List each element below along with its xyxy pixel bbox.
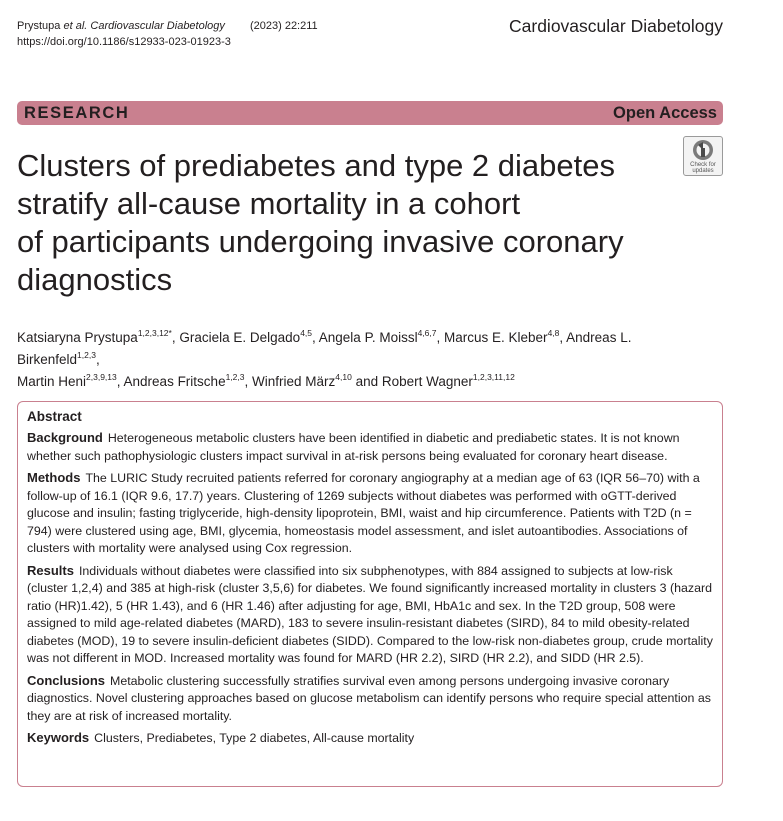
results-text: Individuals without diabetes were classified into six subphenotypes, with 884 assigned to subjects at low-risk (cluster 1,2,4) and 385 at high-risk (cluster 3,5,6) for diabetes. We found significantly increased mortality in clusters 3 (hazard ratio (HR)1.42), 5 (HR 1.43), and 6 (HR 1.46) after adjusting for age, BMI, HbA1c and sex. In the T2D group, 508 were assigned to mild age-related diabetes (MARD), 183 to severe insulin-resistant diabetes (SIRD), 84 to mild obesity-related diabetes (MOD), 19 to severe insulin-deficient diabetes (SIDD). Compared to the low-risk non-diabetes group, crude mortality was not different in MOD. Increased mortality was found for MARD (HR 2.2), SIRD (HR 2.2), and SIDD (HR 2.5). bbox=[27, 563, 713, 665]
author[interactable]: Winfried März$^{4,10}$ bbox=[252, 372, 352, 389]
keywords-label: Keywords bbox=[27, 730, 90, 745]
author[interactable]: Robert Wagner$^{1,2,3,11,12}$ bbox=[381, 372, 515, 389]
title-line: Clusters of prediabetes and type 2 diabetes bbox=[17, 148, 615, 183]
author[interactable]: Andreas L. Birkenfeld$^{1,2,3}$ bbox=[17, 330, 632, 367]
title-line: diagnostics bbox=[17, 262, 173, 297]
check-for-updates-button[interactable] bbox=[683, 136, 723, 176]
check-updates-icon bbox=[692, 139, 714, 161]
open-access-label: Open Access bbox=[613, 103, 717, 122]
abstract-background bbox=[27, 429, 713, 465]
author-list: Katsiaryna Prystupa$^{1,2,3,12*}$, Graciela E. Delgado$^{4,5}$, Angela P. Moissl$^{4,6,7}$, Marcus E. Kleber$^{4,8}$, Andreas L. Birkenfeld$^{1,2,3}$, Martin Heni$^{2,3,9,13}$, Andreas Fritsche$^{1,2,3}$, Winfried März$^{4,10}$ and Robert Wagner$^{1,2,3,11,12}$ bbox=[17, 328, 632, 389]
journal-name: Cardiovascular Diabetology bbox=[509, 16, 723, 36]
keywords-text: Clusters, Prediabetes, Type 2 diabetes, All-cause mortality bbox=[94, 731, 415, 745]
abstract-heading: Abstract bbox=[27, 409, 82, 424]
abstract-results bbox=[27, 562, 713, 668]
conclusions-text: Metabolic clustering successfully stratifies survival even among persons undergoing invasive coronary diagnostics. Novel clustering approaches based on glucose metabolism can identify persons who require special attention as they are at risk of increased mortality. bbox=[27, 673, 711, 723]
background-label: Background bbox=[27, 430, 103, 445]
author[interactable]: Martin Heni$^{2,3,9,13}$ bbox=[17, 372, 117, 389]
abstract-keywords bbox=[27, 729, 713, 748]
abstract-methods bbox=[27, 469, 713, 558]
check-updates-text: Check for updates bbox=[690, 162, 716, 174]
running-header bbox=[17, 18, 318, 50]
abstract-box bbox=[17, 401, 723, 787]
header-year-volume: (2023) 22:211 bbox=[249, 20, 318, 32]
section-banner bbox=[17, 101, 723, 125]
author[interactable]: Graciela E. Delgado$^{4,5}$ bbox=[179, 328, 313, 345]
methods-label: Methods bbox=[27, 470, 81, 485]
title-line: stratify all-cause mortality in a cohort bbox=[17, 186, 521, 221]
conclusions-label: Conclusions bbox=[27, 672, 106, 688]
header-journal-citation: et al. Cardiovascular Diabetology bbox=[63, 20, 225, 32]
doi-link[interactable]: https://doi.org/10.1186/s12933-023-01923-3 bbox=[17, 36, 231, 48]
header-author: Prystupa bbox=[17, 20, 61, 32]
author[interactable]: Angela P. Moissl$^{4,6,7}$ bbox=[318, 328, 437, 345]
author[interactable]: Marcus E. Kleber$^{4,8}$ bbox=[444, 328, 560, 345]
author[interactable]: Andreas Fritsche$^{1,2,3}$ bbox=[123, 372, 245, 389]
abstract-conclusions bbox=[27, 672, 713, 726]
background-text: Heterogeneous metabolic clusters have been identified in diabetic and prediabetic states. It is not known whether such pathophysiologic clusters impact survival in at-risk persons being evaluated for coronary heart disease. bbox=[27, 431, 680, 463]
results-label: Results bbox=[27, 562, 74, 578]
methods-text: The LURIC Study recruited patients referred for coronary angiography at a median age of 63 (IQR 56–70) with a follow-up of 16.1 (IQR 9.6, 17.7) years. Clustering of 1269 subjects without diabetes was performed with oGTT-derived glucose and insulin; fasting triglyceride, high-density lipoprotein, BMI, waist and hip circumference. Patients with T2D (n = 794) were clustered using age, BMI, glycemia, homeostasis model assessment, and islet autoantibodies. Associations of clusters with mortality were analysed using Cox regression. bbox=[27, 471, 700, 555]
article-title bbox=[17, 147, 677, 299]
article-type-label: RESEARCH bbox=[24, 103, 130, 122]
title-line: of participants undergoing invasive coronary bbox=[17, 224, 624, 259]
author[interactable]: Katsiaryna Prystupa$^{1,2,3,12*}$ bbox=[17, 328, 172, 345]
